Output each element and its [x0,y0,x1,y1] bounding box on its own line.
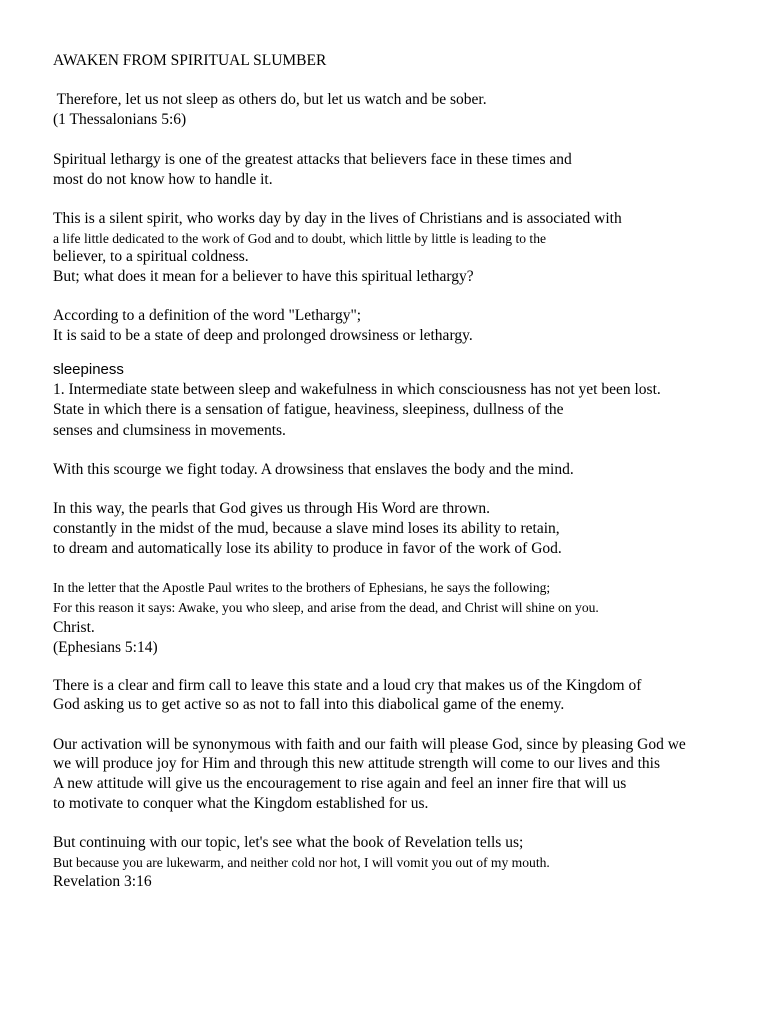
paragraph-line: In this way, the pearls that God gives us through His Word are thrown. [53,500,490,517]
paragraph-line: constantly in the midst of the mud, because a slave mind loses its ability to retain, [53,520,560,537]
paragraph-line: Spiritual lethargy is one of the greatest attacks that believers face in these times and [53,151,572,168]
paragraph-line: most do not know how to handle it. [53,171,273,188]
paragraph-line: This is a silent spirit, who works day by day in the lives of Christians and is associated with [53,210,622,227]
paragraph-line: God asking us to get active so as not to fall into this diabolical game of the enemy. [53,696,565,713]
quote-line: For this reason it says: Awake, you who sleep, and arise from the dead, and Christ will shine on you. [53,600,599,615]
definition-line: senses and clumsiness in movements. [53,422,286,439]
paragraph-line: There is a clear and firm call to leave this state and a loud cry that makes us of the Kingdom of [53,677,642,694]
paragraph-line: a life little dedicated to the work of God and to doubt, which little by little is leading to the [53,231,547,246]
verse-reference: (1 Thessalonians 5:6) [53,111,187,128]
paragraph-line: A new attitude will give us the encouragement to rise again and feel an inner fire that will us [53,775,627,792]
quote-line: Christ. [53,619,95,636]
paragraph-line: to dream and automatically lose its ability to produce in favor of the work of God. [53,540,562,557]
paragraph-line: According to a definition of the word "Lethargy"; [53,307,362,324]
paragraph-line: believer, to a spiritual coldness. [53,248,249,265]
paragraph-line: It is said to be a state of deep and prolonged drowsiness or lethargy. [53,327,473,344]
document-title: AWAKEN FROM SPIRITUAL SLUMBER [53,52,327,69]
quote-line: But because you are lukewarm, and neither cold nor hot, I will vomit you out of my mouth. [53,855,550,870]
paragraph-line: But continuing with our topic, let's see what the book of Revelation tells us; [53,834,524,851]
definition-line: 1. Intermediate state between sleep and wakefulness in which consciousness has not yet been lost. [53,381,661,398]
definition-line: State in which there is a sensation of fatigue, heaviness, sleepiness, dullness of the [53,401,564,418]
paragraph-line: we will produce joy for Him and through this new attitude strength will come to our lives and this [53,755,660,772]
paragraph-line: In the letter that the Apostle Paul writes to the brothers of Ephesians, he says the following; [53,580,551,595]
verse-reference: Revelation 3:16 [53,873,152,890]
paragraph-line: Our activation will be synonymous with faith and our faith will please God, since by pleasing God we [53,736,686,753]
paragraph-line: But; what does it mean for a believer to have this spiritual lethargy? [53,268,474,285]
definition-term: sleepiness [53,361,124,378]
verse-text: Therefore, let us not sleep as others do, but let us watch and be sober. [53,91,487,108]
verse-reference: (Ephesians 5:14) [53,639,158,656]
paragraph-line: With this scourge we fight today. A drowsiness that enslaves the body and the mind. [53,461,574,478]
paragraph-line: to motivate to conquer what the Kingdom established for us. [53,795,429,812]
